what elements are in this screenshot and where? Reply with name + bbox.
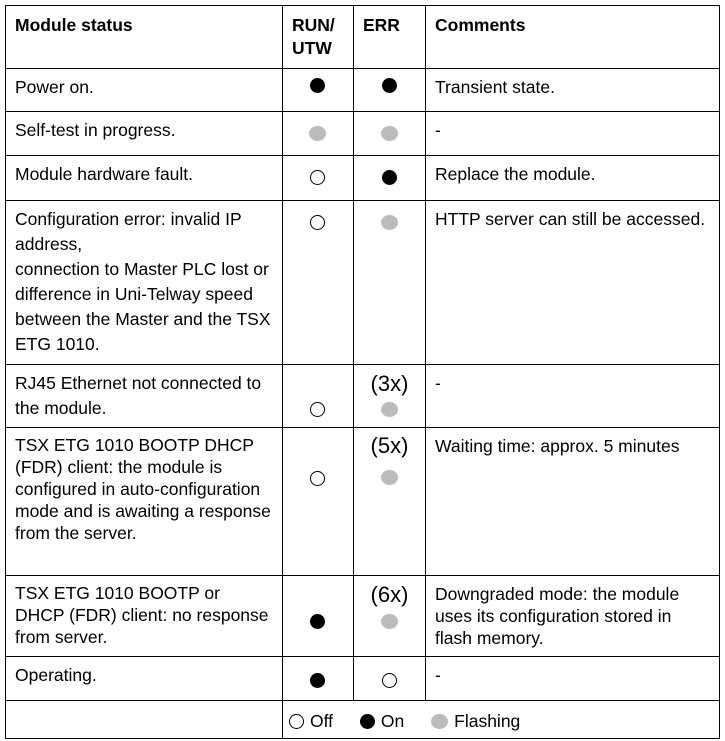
comment-cell: - bbox=[426, 365, 720, 428]
comment-cell: Waiting time: approx. 5 minutes bbox=[426, 428, 720, 576]
table-row bbox=[6, 657, 720, 701]
header-comments: Comments bbox=[426, 6, 720, 69]
comment-cell: - bbox=[426, 112, 720, 156]
led-flashing-icon bbox=[381, 470, 398, 485]
status-cell: RJ45 Ethernet not connected to the module. bbox=[6, 365, 283, 428]
comment-cell: HTTP server can still be accessed. bbox=[426, 201, 720, 365]
led-flashing-icon bbox=[381, 126, 398, 141]
led-off-icon bbox=[382, 673, 397, 688]
status-cell: Operating. bbox=[6, 657, 283, 701]
table-row bbox=[6, 365, 720, 428]
table-row bbox=[6, 428, 720, 576]
status-cell bbox=[6, 201, 283, 365]
comment-cell: Transient state. bbox=[426, 69, 720, 112]
flash-count: (6x) bbox=[370, 582, 409, 607]
flash-count: (5x) bbox=[370, 433, 409, 458]
legend-row bbox=[6, 701, 720, 739]
legend bbox=[283, 701, 720, 739]
led-flashing-icon bbox=[381, 402, 398, 417]
status-line: Configuration error: invalid IP address, bbox=[15, 209, 242, 254]
status-cell: Module hardware fault. bbox=[6, 156, 283, 201]
header-err: ERR bbox=[354, 6, 426, 69]
status-cell: TSX ETG 1010 BOOTP DHCP (FDR) client: the module is configured in auto-configuration mode and is awaiting a response from the server. bbox=[6, 428, 283, 576]
table-row bbox=[6, 156, 720, 201]
led-on-icon bbox=[382, 170, 397, 185]
led-off-icon bbox=[310, 170, 325, 185]
led-on-icon bbox=[382, 78, 397, 93]
led-on-icon bbox=[360, 714, 375, 729]
table-row bbox=[6, 576, 720, 657]
table-row bbox=[6, 112, 720, 156]
led-off-icon bbox=[310, 402, 325, 417]
led-on-icon bbox=[310, 673, 325, 688]
led-flashing-icon bbox=[381, 614, 398, 629]
table-header-row bbox=[6, 6, 720, 69]
comment-cell: - bbox=[426, 657, 720, 701]
led-on-icon bbox=[310, 614, 325, 629]
table-row bbox=[6, 201, 720, 365]
led-flashing-icon bbox=[431, 714, 448, 729]
led-on-icon bbox=[310, 78, 325, 93]
led-off-icon bbox=[289, 714, 304, 729]
table-row bbox=[6, 69, 720, 112]
status-line: connection to Master PLC lost or difference in Uni-Telway speed between the Master and the TSX ETG 1010. bbox=[15, 259, 271, 354]
legend-on-label: On bbox=[380, 711, 405, 731]
flash-count: (3x) bbox=[370, 371, 409, 396]
comment-cell: Downgraded mode: the module uses its configuration stored in flash memory. bbox=[426, 576, 720, 657]
legend-flashing-label: Flashing bbox=[454, 711, 521, 731]
led-flashing-icon bbox=[309, 126, 326, 141]
led-off-icon bbox=[310, 471, 325, 486]
header-module-status: Module status bbox=[6, 6, 283, 69]
legend-off-label: Off bbox=[310, 711, 334, 731]
status-cell: Self-test in progress. bbox=[6, 112, 283, 156]
led-off-icon bbox=[310, 215, 325, 230]
status-cell: TSX ETG 1010 BOOTP or DHCP (FDR) client: no response from server. bbox=[6, 576, 283, 657]
status-cell: Power on. bbox=[6, 69, 283, 112]
header-run-utw: RUN/ UTW bbox=[283, 6, 354, 69]
module-status-table bbox=[5, 5, 720, 739]
comment-cell: Replace the module. bbox=[426, 156, 720, 201]
led-flashing-icon bbox=[381, 215, 398, 230]
